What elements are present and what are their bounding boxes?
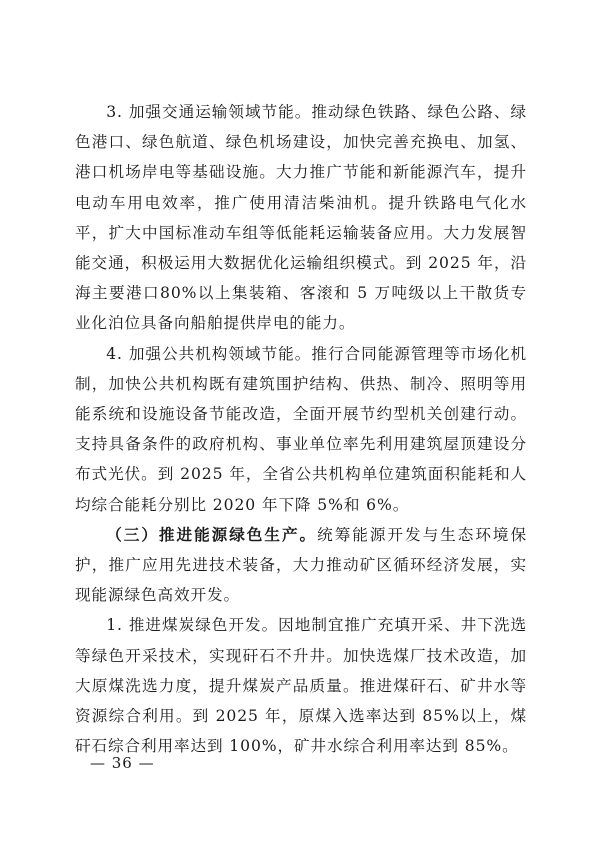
page-number: — 36 — (90, 754, 155, 772)
paragraph-text: 3. 加强交通运输领域节能。推动绿色铁路、绿色公路、绿色港口、绿色航道、绿色机场建设，加快完善充换电、加氢、港口机场岸电等基础设施。大力推广节能和新能源汽车，提升电动车用电效率，推广使用清洁柴油机。提升铁路电气化水平，扩大中国标准动车组等低能耗运输装备应用。大力发展智能交通，积极运用大数据优化运输组织模式。到 2025 年，沿海主要港口80%以上集装箱、客滚和 5 万吨级以上干散货专业化泊位具备向船舶提供岸电的能力。 (75, 103, 527, 333)
paragraph-coal-green-development (75, 610, 527, 761)
paragraph-green-energy-production (75, 520, 527, 611)
section-heading: （三）推进能源绿色生产。 (106, 525, 318, 544)
paragraph-transport-energy-saving (75, 97, 527, 339)
paragraph-text: 4. 加强公共机构领域节能。推行合同能源管理等市场化机制，加快公共机构既有建筑围护结构、供热、制冷、照明等用能系统和设施设备节能改造，全面开展节约型机关创建行动。支持具备条件的政府机构、事业单位率先利用建筑屋顶建设分布式光伏。到 2025 年，全省公共机构单位建筑面积能耗和人均综合能耗分别比 2020 年下降 5%和 6%。 (75, 344, 527, 514)
body-text (75, 97, 527, 761)
paragraph-text: 统筹能源开发与生态环境保护，推广应用先进技术装备，大力推动矿区循环经济发展，实现能源绿色高效开发。 (75, 525, 527, 605)
paragraph-text: 1. 推进煤炭绿色开发。因地制宜推广充填开采、井下洗选等绿色开采技术，实现矸石不升井。加快选煤厂技术改造，加大原煤洗选力度，提升煤炭产品质量。推进煤矸石、矿井水等资源综合利用。到 2025 年，原煤入选率达到 85%以上，煤矸石综合利用率达到 100%，矿井水综合利用率达到 85%。 (75, 616, 527, 756)
paragraph-public-institution-energy-saving (75, 339, 527, 520)
